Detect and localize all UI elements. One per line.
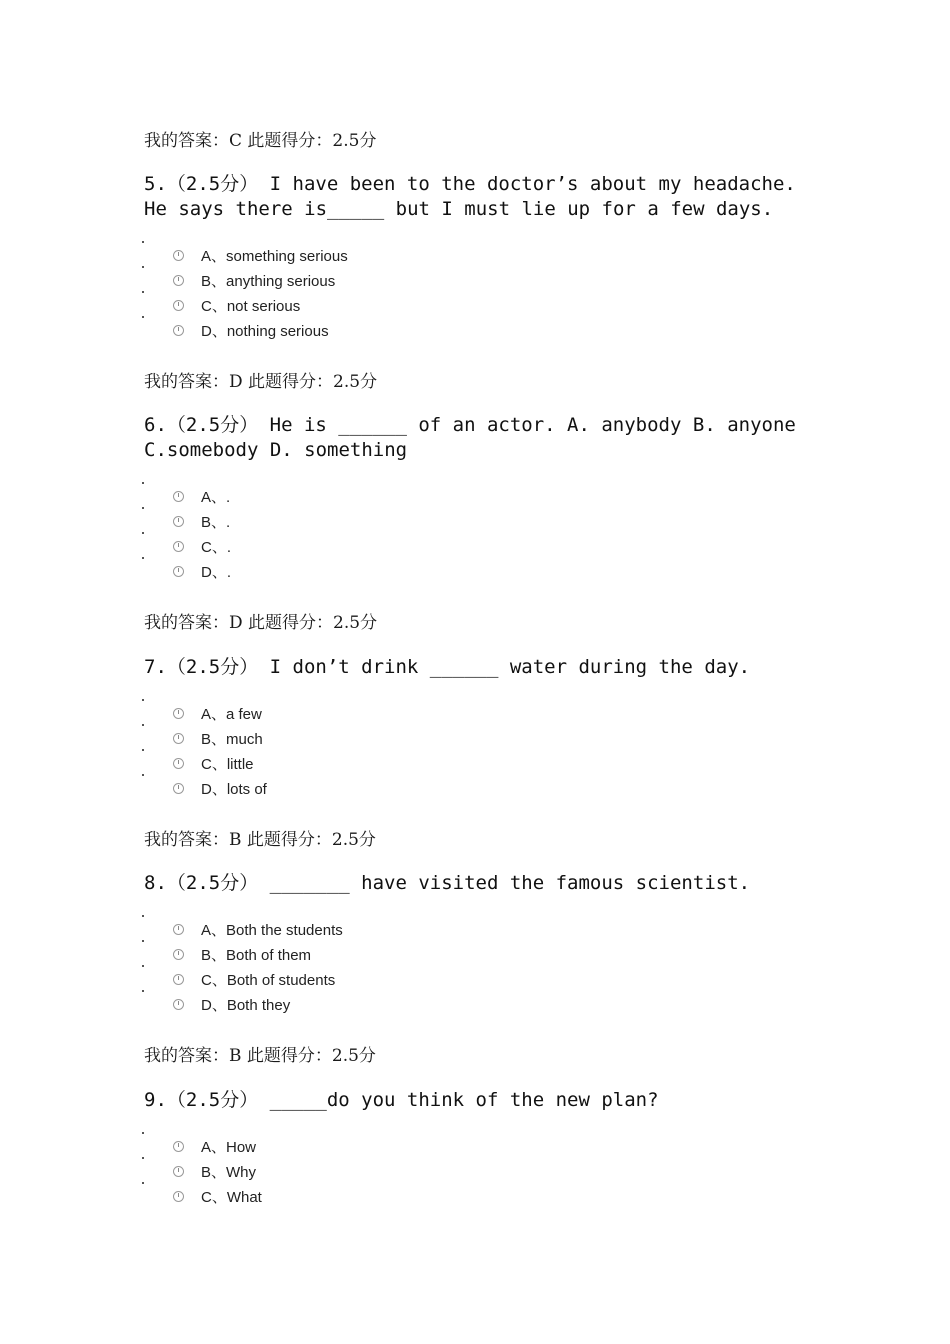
radio-icon[interactable] — [173, 300, 184, 311]
bullet-dot — [142, 1157, 144, 1159]
radio-icon[interactable] — [173, 516, 184, 527]
my-answer-line: 我的答案：D 此题得分：2.5分 — [144, 372, 378, 392]
bullet-dot — [142, 724, 144, 726]
q7-option-b[interactable] — [173, 728, 263, 748]
bullet-dot — [142, 241, 144, 243]
bullet-dot — [142, 749, 144, 751]
radio-icon[interactable] — [173, 566, 184, 577]
radio-icon[interactable] — [173, 999, 184, 1010]
q6-option-c[interactable] — [173, 536, 231, 556]
option-label: B、Why — [201, 1163, 257, 1181]
q6-option-b[interactable] — [173, 511, 230, 531]
radio-icon[interactable] — [173, 250, 184, 261]
radio-icon[interactable] — [173, 1141, 184, 1152]
my-answer-line: 我的答案：B 此题得分：2.5分 — [144, 830, 376, 850]
radio-icon[interactable] — [173, 733, 184, 744]
question-6-text: 6.（2.5分） He is ______ of an actor. A. anybody B. anyone C.somebody D. something — [144, 414, 808, 461]
option-label: C、Both of students — [201, 971, 336, 989]
option-label: C、little — [201, 755, 254, 773]
q7-option-d[interactable] — [173, 778, 267, 798]
radio-icon[interactable] — [173, 1191, 184, 1202]
bullet-dot — [142, 940, 144, 942]
option-label: D、nothing serious — [201, 322, 329, 340]
option-label: C、. — [201, 538, 232, 556]
q9-option-c[interactable] — [173, 1186, 262, 1206]
bullet-dot — [142, 266, 144, 268]
bullet-dot — [142, 1132, 144, 1134]
option-label: B、much — [201, 730, 263, 748]
radio-icon[interactable] — [173, 708, 184, 719]
question-5-text: 5.（2.5分） I have been to the doctor’s about my headache. He says there is_____ but I must lie up for a few days. — [144, 173, 808, 220]
radio-icon[interactable] — [173, 974, 184, 985]
bullet-dot — [142, 965, 144, 967]
q8-option-b[interactable] — [173, 944, 311, 964]
option-label: A、Both the students — [201, 921, 343, 939]
bullet-dot — [142, 316, 144, 318]
bullet-dot — [142, 291, 144, 293]
q5-option-c[interactable] — [173, 295, 300, 315]
option-label: A、. — [201, 488, 231, 506]
my-answer-line: 我的答案：B 此题得分：2.5分 — [144, 1046, 376, 1066]
q9-option-b[interactable] — [173, 1161, 256, 1181]
radio-icon[interactable] — [173, 949, 184, 960]
option-label: B、anything serious — [201, 272, 336, 290]
bullet-dot — [142, 1182, 144, 1184]
option-label: C、not serious — [201, 297, 301, 315]
q5-option-b[interactable] — [173, 270, 335, 290]
option-label: D、. — [201, 563, 232, 581]
radio-icon[interactable] — [173, 783, 184, 794]
bullet-dot — [142, 507, 144, 509]
option-label: A、something serious — [201, 247, 348, 265]
q5-option-a[interactable] — [173, 245, 348, 265]
bullet-dot — [142, 482, 144, 484]
q7-option-a[interactable] — [173, 703, 262, 723]
bullet-dot — [142, 557, 144, 559]
bullet-dot — [142, 699, 144, 701]
option-label: B、. — [201, 513, 231, 531]
option-label: D、lots of — [201, 780, 267, 798]
q8-option-a[interactable] — [173, 919, 343, 939]
radio-icon[interactable] — [173, 275, 184, 286]
bullet-dot — [142, 532, 144, 534]
option-label: D、Both they — [201, 996, 291, 1014]
radio-icon[interactable] — [173, 1166, 184, 1177]
q6-option-d[interactable] — [173, 561, 231, 581]
option-label: B、Both of them — [201, 946, 312, 964]
option-label: C、What — [201, 1188, 262, 1206]
radio-icon[interactable] — [173, 758, 184, 769]
question-9-text: 9.（2.5分） _____do you think of the new plan? — [144, 1089, 659, 1111]
bullet-dot — [142, 915, 144, 917]
question-8-text: 8.（2.5分） _______ have visited the famous scientist. — [144, 872, 751, 894]
radio-icon[interactable] — [173, 924, 184, 935]
q9-option-a[interactable] — [173, 1136, 256, 1156]
my-answer-line: 我的答案：C 此题得分：2.5分 — [144, 131, 377, 151]
q8-option-d[interactable] — [173, 994, 290, 1014]
option-label: A、a few — [201, 705, 262, 723]
q7-option-c[interactable] — [173, 753, 254, 773]
q8-option-c[interactable] — [173, 969, 335, 989]
my-answer-line: 我的答案：D 此题得分：2.5分 — [144, 613, 378, 633]
q6-option-a[interactable] — [173, 486, 230, 506]
radio-icon[interactable] — [173, 491, 184, 502]
radio-icon[interactable] — [173, 325, 184, 336]
radio-icon[interactable] — [173, 541, 184, 552]
bullet-dot — [142, 774, 144, 776]
q5-option-d[interactable] — [173, 320, 329, 340]
question-7-text: 7.（2.5分） I don’t drink ______ water during the day. — [144, 656, 751, 678]
bullet-dot — [142, 990, 144, 992]
option-label: A、How — [201, 1138, 257, 1156]
